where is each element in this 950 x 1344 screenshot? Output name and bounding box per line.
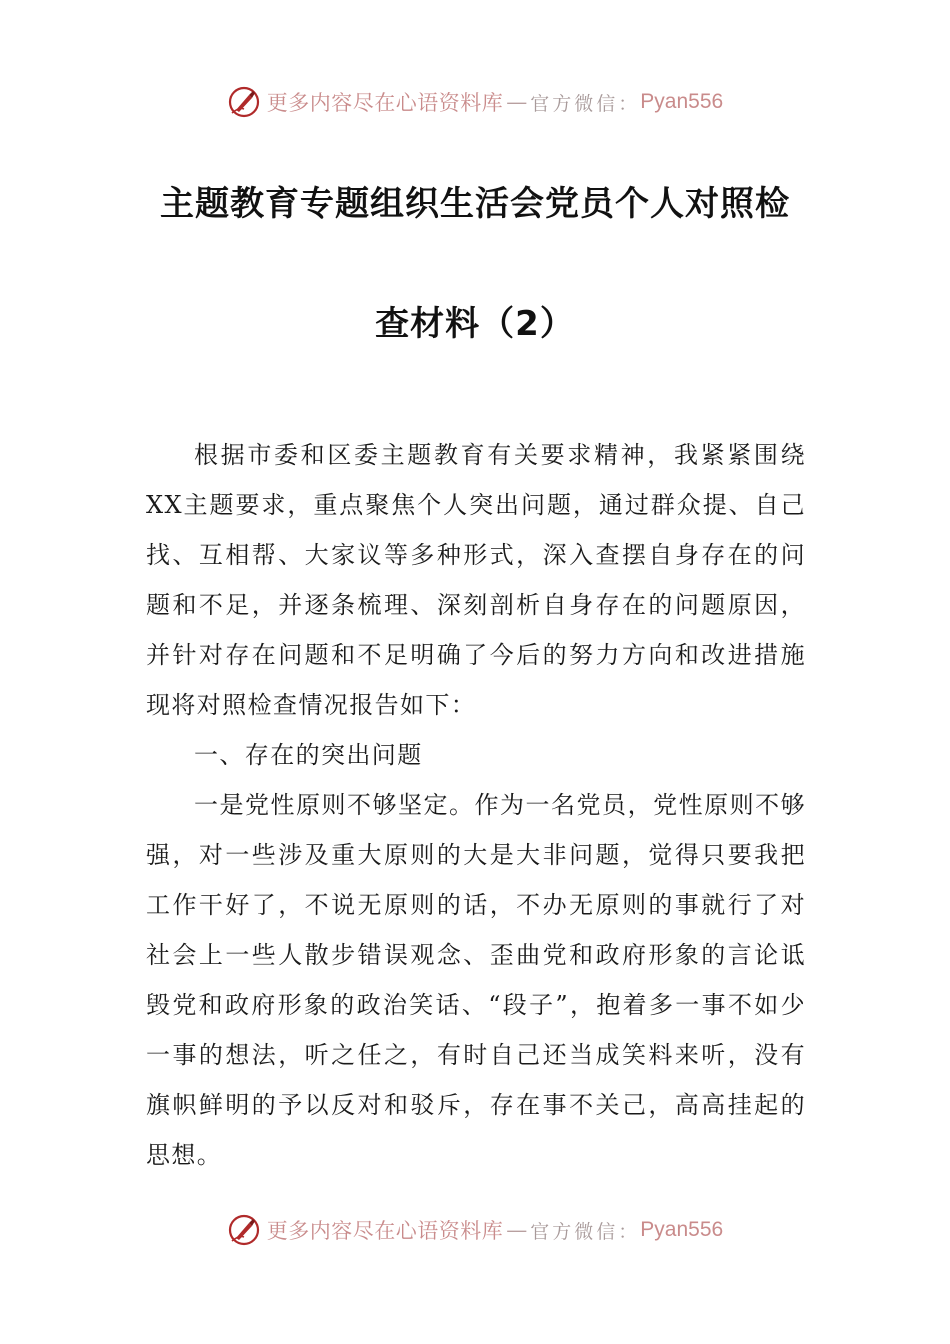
- document-title-line2: 查材料（2）: [375, 304, 575, 344]
- header-watermark: [0, 80, 950, 124]
- document-title-line1: 主题教育专题组织生活会党员个人对照检: [160, 184, 790, 224]
- watermark-text: 更多内容尽在心语资料库: [266, 91, 504, 115]
- pen-logo-icon: [227, 85, 261, 119]
- section-heading: 一、存在的突出问题: [194, 741, 423, 769]
- watermark-wechat-id: Pyan556: [640, 1218, 724, 1241]
- watermark-text: 更多内容尽在心语资料库: [266, 1219, 504, 1243]
- body-paragraph-issue-1: 一是党性原则不够坚定。作为一名党员，党性原则不够强，对一些涉及重大原则的大是大非问题，觉得只要我把工作干好了，不说无原则的话，不办无原则的事就行了对社会上一些人散步错误观念、歪曲党和政府形象的言论诋毁党和政府形象的政治笑话、“段子”，抱着多一事不如少一事的想法，听之任之，有时自己还当成笑料来听，没有旗帜鲜明的予以反对和驳斥，存在事不关己，高高挂起的思想。: [146, 791, 806, 1169]
- body-paragraph-intro: 根据市委和区委主题教育有关要求精神，我紧紧围绕XX主题要求，重点聚焦个人突出问题，通过群众提、自己找、互相帮、大家议等多种形式，深入查摆自身存在的问题和不足，并逐条梳理、深刻剖析自身存在的问题原因，并针对存在问题和不足明确了今后的努力方向和改进措施现将对照检查情况报告如下：: [146, 441, 806, 719]
- watermark-official-label: 官方微信：: [530, 92, 641, 115]
- document-body: [146, 430, 806, 1180]
- watermark-wechat-id: Pyan556: [640, 90, 724, 113]
- footer-watermark: [0, 1208, 950, 1252]
- watermark-dash: —: [506, 1218, 528, 1242]
- watermark-official-label: 官方微信：: [530, 1220, 641, 1243]
- watermark-dash: —: [506, 90, 528, 114]
- pen-logo-icon: [227, 1213, 261, 1247]
